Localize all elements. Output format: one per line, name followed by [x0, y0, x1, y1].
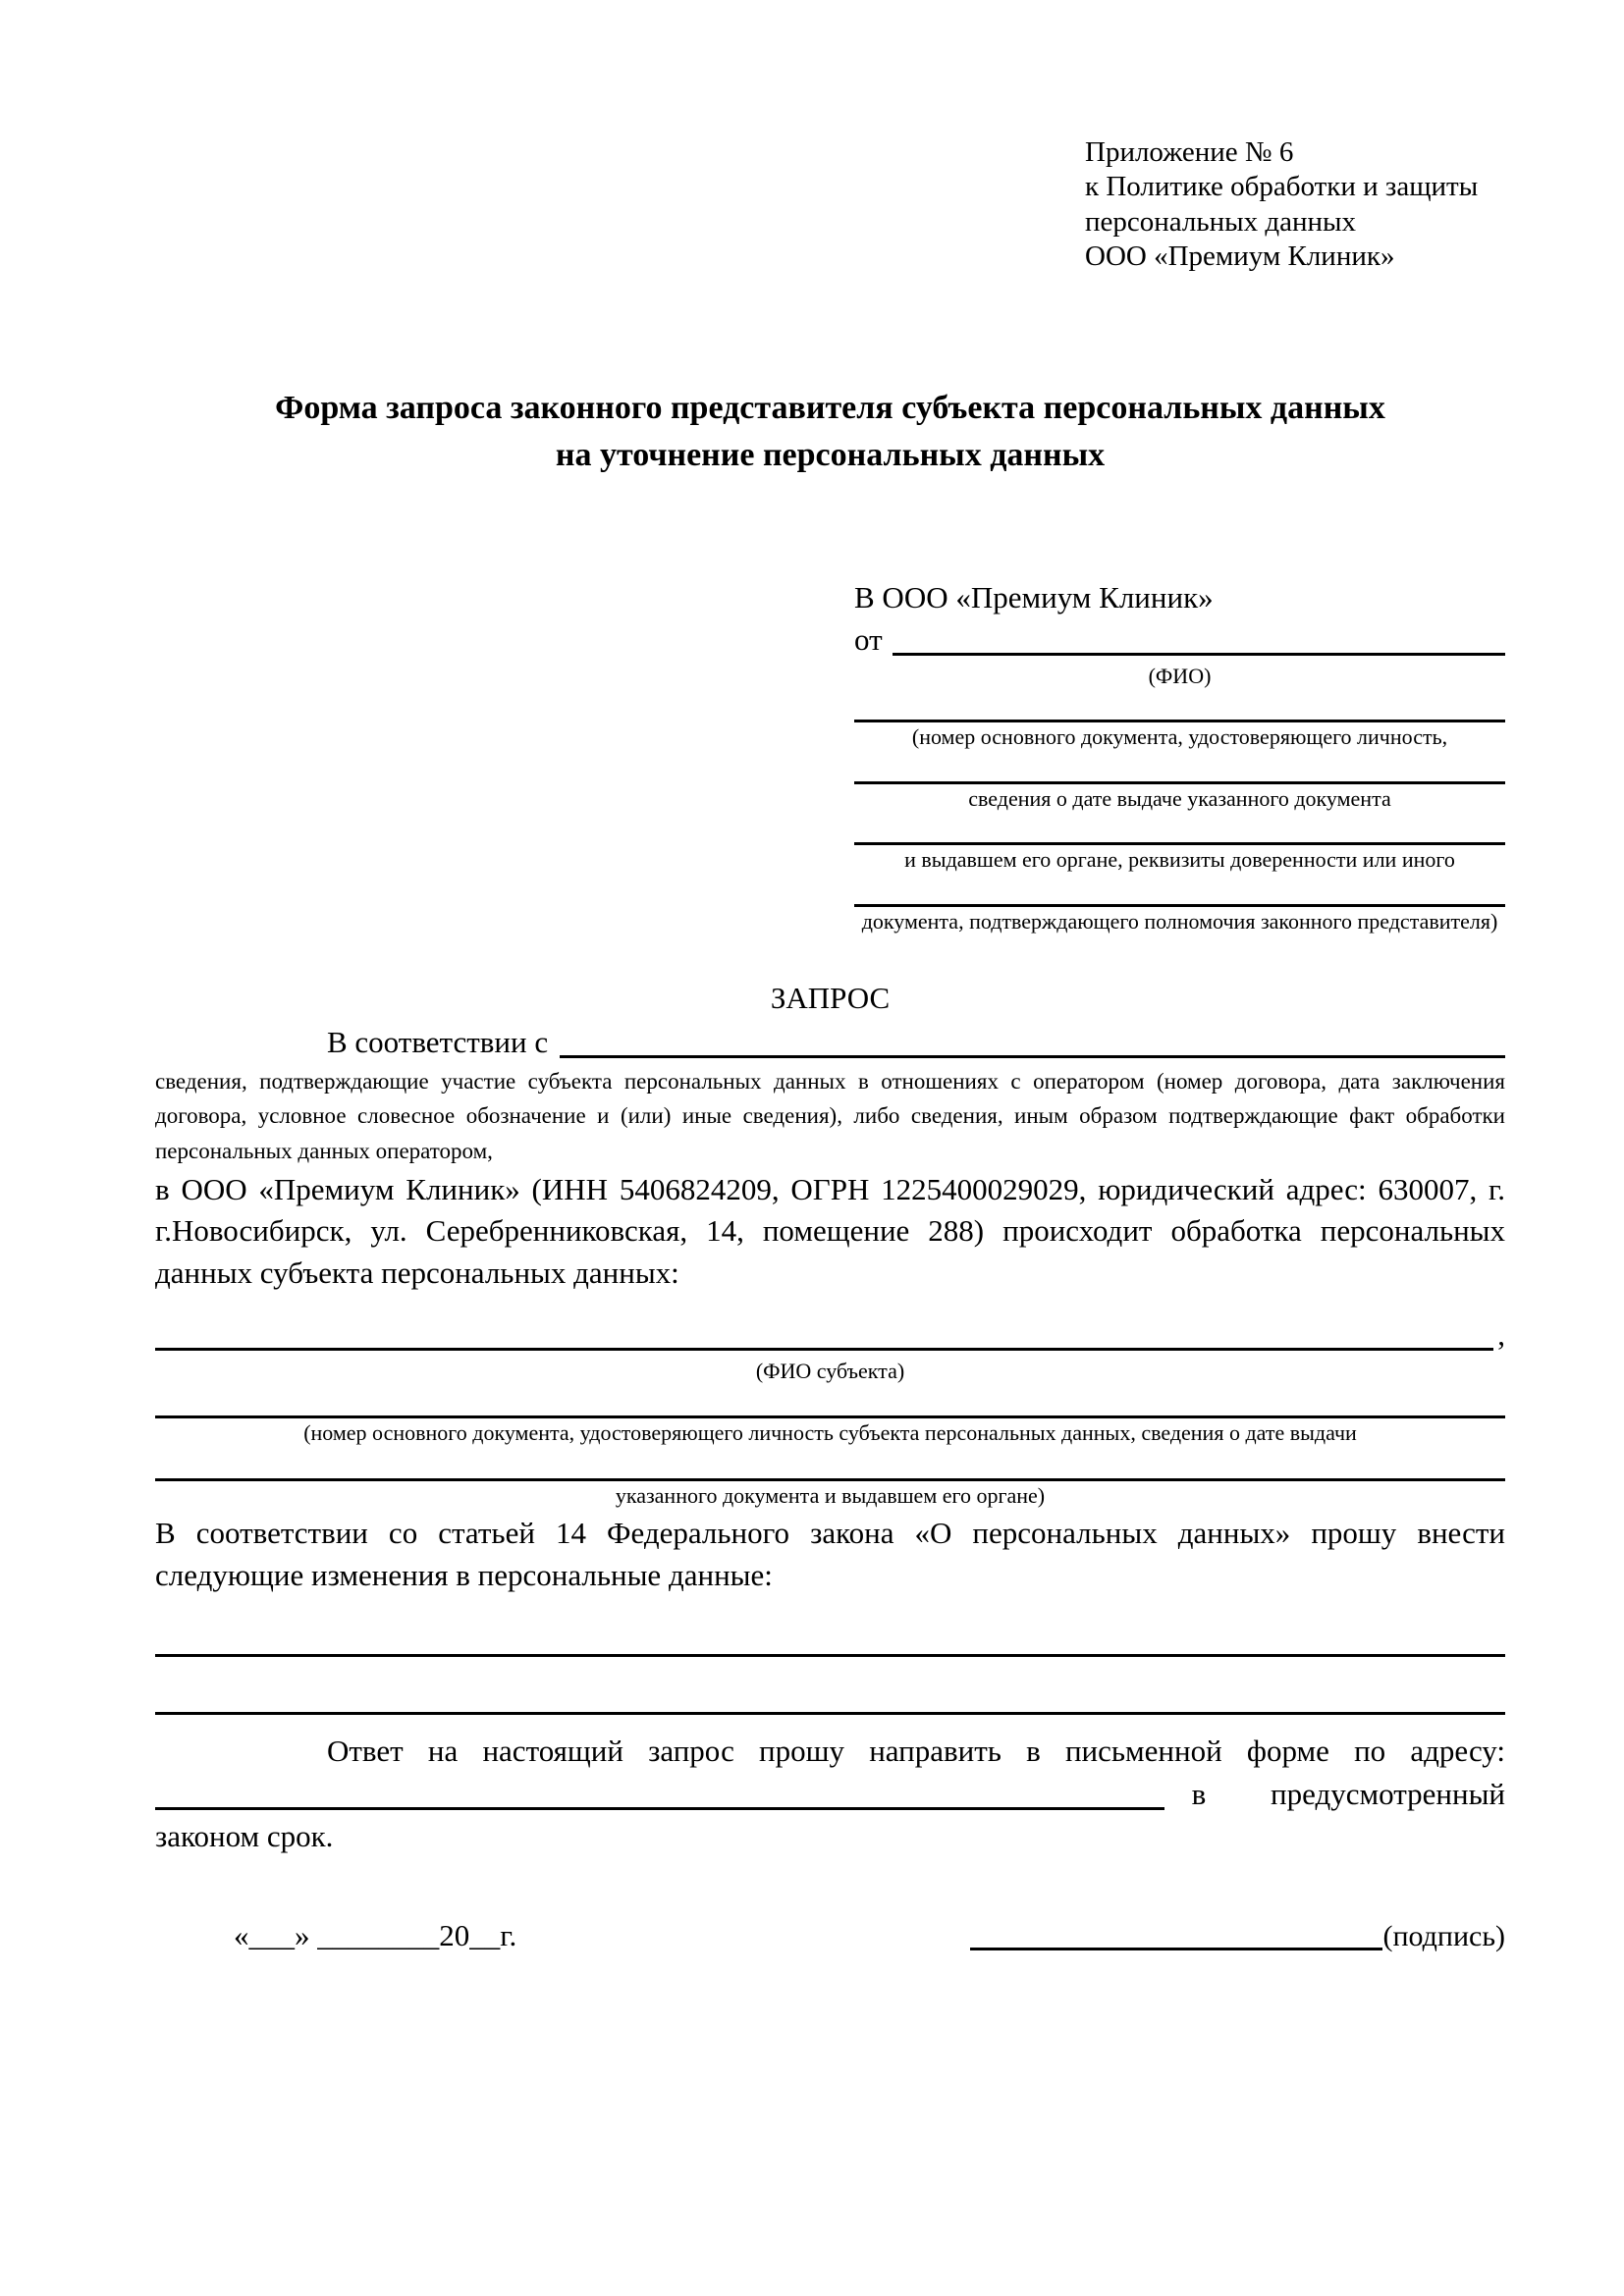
appendix-ref-line: к Политике обработки и защиты: [1085, 171, 1479, 203]
footer-row: [155, 1915, 1505, 1957]
operator-paragraph: в ООО «Премиум Клиник» (ИНН 5406824209, ОГРН 1225400029029, юридический адрес: 630007, г. г.Новосибирск, ул. Серебренниковская, 14, помещение 288) происходит обработка персональных данных субъекта персональных данных:: [155, 1171, 1505, 1291]
accordance-label: В соответствии с: [327, 1024, 549, 1059]
issuing-authority-fill-in-line: [854, 842, 1505, 845]
subject-document-caption-1: (номер основного документа, удостоверяющего личность субъекта персональных данных, сведения о дате выдачи: [303, 1420, 1357, 1446]
page-title-line-1: Форма запроса законного представителя субъекта персональных данных: [275, 389, 1385, 426]
relation-evidence-note: сведения, подтверждающие участие субъекта персональных данных в отношениях с оператором (номер договора, дата заключения договора, условное словесное обозначение и (или) иные сведения), либо сведения, иным образом подтверждающие факт обработки персональных данных оператором,: [155, 1068, 1505, 1163]
issue-date-fill-in-line: [854, 781, 1505, 784]
accordance-row: [155, 1022, 1505, 1064]
subject-fio-row: [155, 1314, 1505, 1357]
appendix-ref-line: Приложение № 6: [1085, 136, 1294, 168]
document-number-caption: (номер основного документа, удостоверяющего личность,: [911, 724, 1448, 750]
article-14-paragraph: В соответствии со статьей 14 Федерального закона «О персональных данных» прошу внести следующие изменения в персональные данные:: [155, 1516, 1505, 1592]
appendix-ref-line: персональных данных: [1085, 205, 1357, 238]
accordance-fill-in-line: [560, 1055, 1505, 1058]
answer-address-fill-in-line: [155, 1807, 1164, 1810]
addressee-block: [854, 577, 1505, 934]
addressee-to: В ООО «Премиум Клиник»: [854, 580, 1214, 615]
fio-caption: (ФИО): [1148, 663, 1212, 688]
signature-fill-in-line: [970, 1948, 1382, 1950]
trailing-comma: ,: [1497, 1316, 1505, 1352]
answer-address-sentence: Ответ на настоящий запрос прошу направить в письменной форме по адресу:: [327, 1733, 1505, 1768]
fio-fill-in-line: [893, 653, 1505, 656]
document-number-fill-in-line: [854, 720, 1505, 722]
answer-address-end: законом срок.: [155, 1819, 334, 1854]
subject-fio-caption: (ФИО субъекта): [755, 1358, 905, 1383]
signature-caption: (подпись): [1382, 1920, 1505, 1953]
changes-fill-in-line-2: [155, 1712, 1505, 1715]
issuing-authority-caption: и выдавшем его органе, реквизиты доверенности или иного: [904, 847, 1455, 873]
request-heading: ЗАПРОС: [770, 981, 891, 1016]
subject-document-fill-in-line-2: [155, 1478, 1505, 1481]
appendix-reference: [1085, 135, 1505, 275]
authority-document-fill-in-line: [854, 904, 1505, 907]
authority-document-caption: документа, подтверждающего полномочия законного представителя): [861, 908, 1498, 934]
page-title-line-2: на уточнение персональных данных: [555, 436, 1106, 473]
answer-address-row: [155, 1774, 1505, 1816]
issue-date-caption: сведения о дате выдаче указанного документа: [968, 785, 1391, 811]
answer-address-continuation: в предусмотренный: [1191, 1777, 1505, 1812]
date-fill-in: «___» ________20__г.: [234, 1917, 517, 1952]
signature-group: [970, 1916, 1505, 1956]
subject-document-fill-in-line: [155, 1415, 1505, 1418]
appendix-ref-line: ООО «Премиум Клиник»: [1085, 240, 1395, 273]
subject-fio-fill-in-line: [155, 1348, 1493, 1351]
changes-fill-in-line-1: [155, 1654, 1505, 1657]
from-label: от: [854, 621, 883, 657]
subject-document-caption-2: указанного документа и выдавшем его органе): [615, 1482, 1046, 1508]
from-row: [854, 619, 1505, 662]
page-title: [155, 385, 1505, 480]
